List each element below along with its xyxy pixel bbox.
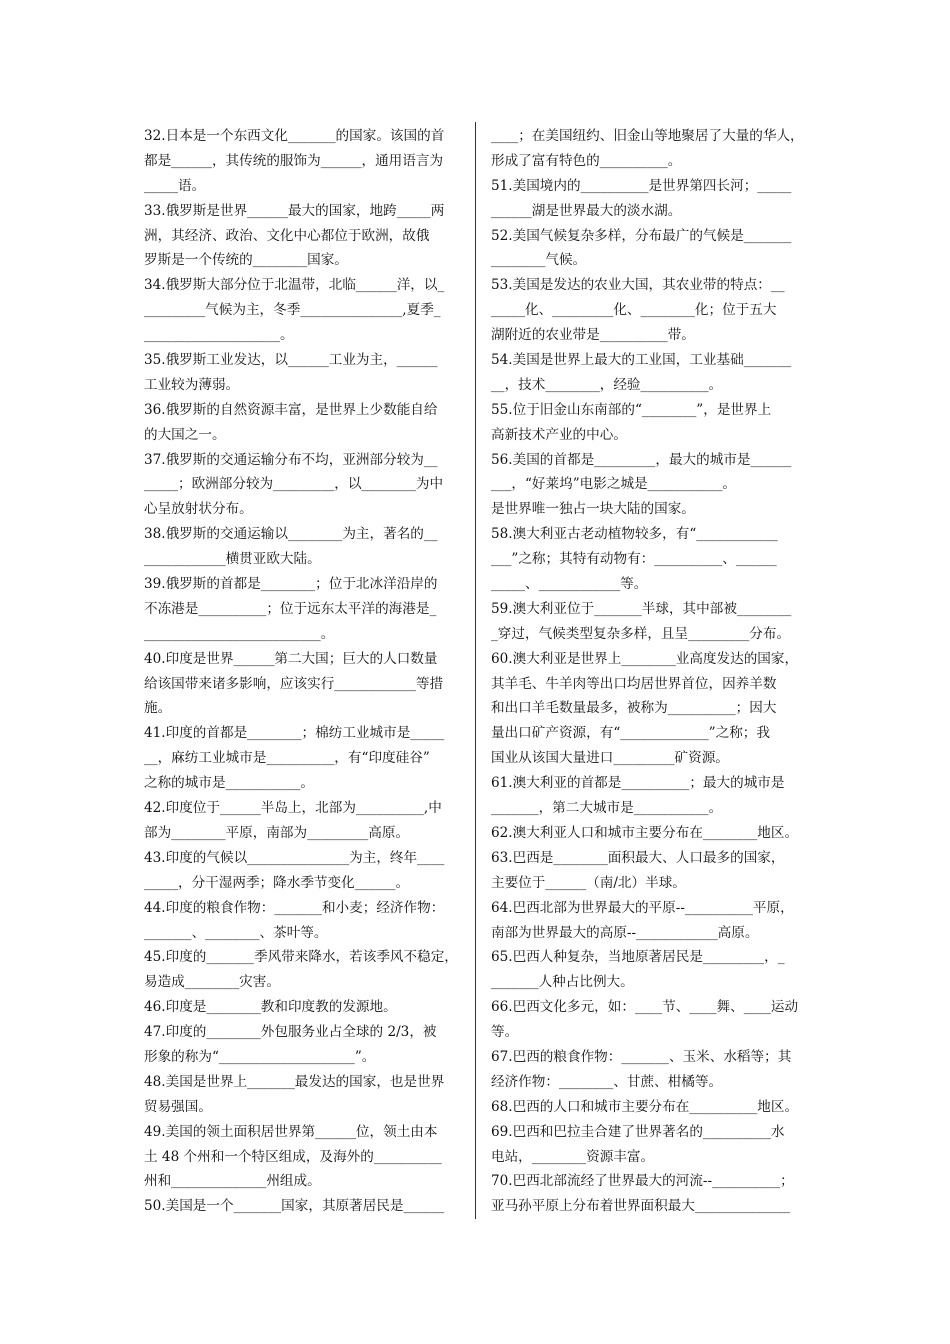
text-line: 土 48 个州和一个特区组成，及海外的__________	[144, 1148, 442, 1165]
text-line: 高新技术产业的中心。	[491, 426, 627, 443]
text-line: ____________横贯亚欧大陆。	[144, 551, 321, 568]
text-line: 49.美国的领土面积居世界第______位，领土由本	[144, 1123, 438, 1140]
text-line: _____；欧洲部分较为_________，以________为中	[144, 476, 444, 493]
text-line: 其羊毛、牛羊肉等出口均居世界首位，因养羊数	[491, 675, 777, 692]
text-line: 罗斯是一个传统的________国家。	[144, 252, 348, 269]
text-line: 是世界唯一独占一块大陆的国家。	[491, 501, 695, 518]
text-line: 主要位于______（南/北）半球。	[491, 874, 686, 891]
text-line: 亚马孙平原上分布着世界面积最大______________	[491, 1198, 791, 1215]
text-line: 40.印度是世界______第二大国；巨大的人口数量	[144, 650, 438, 667]
text-line: 62.澳大利亚人口和城市主要分布在________地区。	[491, 824, 799, 841]
text-line: 和出口羊毛数量最多，被称为__________；因大	[491, 700, 777, 717]
text-line: 形成了富有特色的__________。	[491, 152, 682, 169]
text-line: 形象的称为“____________________”。	[144, 1048, 376, 1065]
text-line: __________________________。	[144, 625, 335, 642]
text-line: 州和______________州组成。	[144, 1173, 321, 1190]
text-line: 41.印度的首都是________；棉纺工业城市是_____	[144, 725, 445, 742]
text-line: _____，分干湿两季；降水季节变化______。	[144, 874, 410, 891]
text-line: _________气候为主，冬季_______________,夏季_	[144, 302, 441, 319]
text-line: 38.俄罗斯的交通运输以________为主，著名的__	[144, 526, 438, 543]
text-line: 等。	[491, 1024, 519, 1041]
text-line: ___”之称；其特有动物有：__________、______	[491, 551, 777, 568]
text-line: _____、____________等。	[491, 576, 648, 593]
text-line: 51.美国境内的__________是世界第四长河；_____	[491, 177, 792, 194]
text-line: 63.巴西是________面积最大、人口最多的国家，	[491, 849, 785, 866]
text-line: 的大国之一。	[144, 426, 226, 443]
text-line: 60.澳大利亚是世界上________业高度发达的国家，	[491, 650, 799, 667]
text-line: 易造成________灾害。	[144, 974, 280, 991]
text-line: 之称的城市是___________。	[144, 775, 314, 792]
text-line: 35.俄罗斯工业发达，以______工业为主，______	[144, 352, 438, 369]
text-line: 部为________平原，南部为_________高原。	[144, 824, 410, 841]
text-line: 44.印度的粮食作物：_______和小麦；经济作物：	[144, 899, 445, 916]
text-line: 32.日本是一个东西文化_______的国家。该国的首	[144, 128, 445, 144]
text-line: 47.印度的________外包服务业占全球的 2/3，被	[144, 1024, 437, 1041]
text-line: ____________________。	[144, 327, 294, 344]
text-line: _____化、_________化、________化；位于五大	[491, 302, 777, 319]
right-column	[491, 124, 811, 1219]
text-line: 34.俄罗斯大部分位于北温带，北临______洋，以_	[144, 277, 445, 294]
text-line: 68.巴西的人口和城市主要分布在__________地区。	[491, 1098, 799, 1115]
text-line: _______、________、茶叶等。	[144, 924, 328, 941]
text-line: 50.美国是一个_______国家，其原著居民是______	[144, 1198, 445, 1215]
text-line: _____语。	[144, 177, 206, 194]
text-line: 量出口矿产资源，有“_____________”之称；我	[491, 725, 770, 742]
text-line: 37.俄罗斯的交通运输分布不均，亚洲部分较为__	[144, 451, 438, 468]
text-line: 电站，________资源丰富。	[491, 1148, 655, 1165]
text-line: 心呈放射状分布。	[144, 501, 253, 518]
text-line: 64.巴西北部为世界最大的平原--__________平原，	[491, 899, 794, 916]
text-line: 给该国带来诸多影响，应该实行____________等措	[144, 675, 444, 692]
text-line: 33.俄罗斯是世界______最大的国家，地跨_____两	[144, 202, 445, 219]
text-line: 贸易强国。	[144, 1098, 212, 1115]
text-line: 55.位于旧金山东南部的“________”，是世界上	[491, 401, 772, 418]
text-line: 58.澳大利亚古老动植物较多，有“____________	[491, 526, 778, 543]
text-line: ________气候。	[491, 252, 587, 269]
text-line: 经济作物：________、甘蔗、柑橘等。	[491, 1073, 723, 1090]
text-line: 70.巴西北部流经了世界最大的河流--__________；	[491, 1173, 794, 1190]
text-line: 不冻港是__________；位于远东太平洋的海港是_	[144, 600, 437, 617]
text-line: 国业从该国大量进口_________矿资源。	[491, 750, 729, 767]
text-line: 45.印度的_______季风带来降水，若该季风不稳定，	[144, 949, 458, 966]
text-line: 施。	[144, 700, 172, 717]
text-line: ___，“好莱坞”电影之城是___________。	[491, 476, 736, 493]
text-line: ____；在美国纽约、旧金山等地聚居了大量的华人，	[491, 128, 804, 144]
text-line: 42.印度位于______半岛上，北部为__________,中	[144, 800, 442, 817]
text-line: 66.巴西文化多元，如：____节、____舞、____运动	[491, 999, 799, 1016]
text-line: 湖附近的农业带是__________带。	[491, 327, 695, 344]
column-divider	[475, 122, 476, 1219]
text-line: 69.巴西和巴拉圭合建了世界著名的__________水	[491, 1123, 785, 1140]
text-line: 52.美国气候复杂多样，分布最广的气候是_______	[491, 227, 792, 244]
text-line: 67.巴西的粮食作物：_______、玉米、水稻等；其	[491, 1048, 792, 1065]
text-line: _穿过，气候类型复杂多样，且呈_________分布。	[491, 625, 791, 642]
text-line: 48.美国是世界上_______最发达的国家，也是世界	[144, 1073, 445, 1090]
text-line: 59.澳大利亚位于_______半球，其中部被________	[491, 600, 792, 617]
text-line: 43.印度的气候以_______________为主，终年____	[144, 849, 445, 866]
text-line: 65.巴西人种复杂，当地原著居民是_________，_	[491, 949, 785, 966]
text-line: 南部为世界最大的高原--____________高原。	[491, 924, 759, 941]
text-line: 都是______，其传统的服饰为______，通用语言为	[144, 152, 444, 169]
text-line: ______湖是世界最大的淡水湖。	[491, 202, 682, 219]
text-line: _______，第二大城市是___________。	[491, 800, 723, 817]
text-line: 工业较为薄弱。	[144, 376, 240, 393]
text-line: 36.俄罗斯的自然资源丰富，是世界上少数能自给	[144, 401, 438, 418]
text-line: 56.美国的首都是_________，最大的城市是______	[491, 451, 792, 468]
text-line: 54.美国是世界上最大的工业国，工业基础_______	[491, 352, 792, 369]
text-line: 46.印度是________教和印度教的发源地。	[144, 999, 397, 1016]
text-line: __，技术________，经验__________。	[491, 376, 723, 393]
text-line: 洲，其经济、政治、文化中心都位于欧洲，故俄	[144, 227, 430, 244]
text-line: 39.俄罗斯的首都是________；位于北冰洋沿岸的	[144, 576, 438, 593]
text-line: 53.美国是发达的农业大国，其农业带的特点：__	[491, 277, 785, 294]
text-line: _______人种占比例大。	[491, 974, 634, 991]
text-line: __，麻纺工业城市是__________，有“印度硅谷”	[144, 750, 430, 767]
left-column	[144, 124, 462, 1219]
text-line: 61.澳大利亚的首都是__________；最大的城市是	[491, 775, 785, 792]
